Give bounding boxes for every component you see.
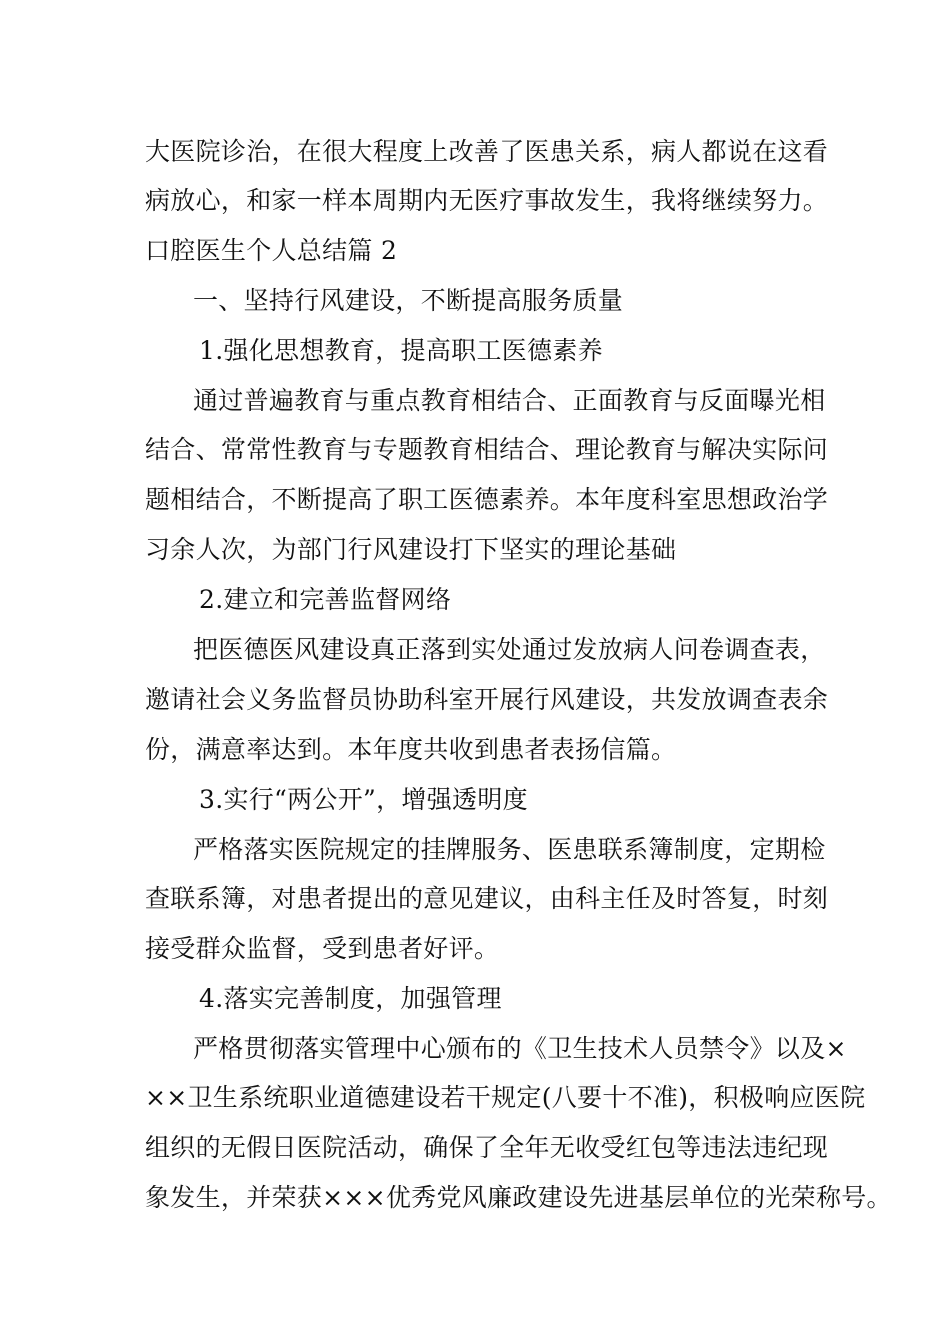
body-text-line: 结合、常常性教育与专题教育相结合、理论教育与解决实际问 bbox=[145, 435, 829, 464]
body-text-line: 题相结合，不断提高了职工医德素养。本年度科室思想政治学 bbox=[145, 485, 829, 514]
subsection-heading: 1.强化思想教育，提高职工医德素养 bbox=[199, 336, 603, 365]
subsection-heading: 4.落实完善制度，加强管理 bbox=[199, 984, 502, 1013]
body-text-line: 份，满意率达到。本年度共收到患者表扬信篇。 bbox=[145, 735, 677, 764]
body-text-line: ××卫生系统职业道德建设若干规定(八要十不准)，积极响应医院 bbox=[145, 1083, 866, 1112]
body-text-line: 习余人次，为部门行风建设打下坚实的理论基础 bbox=[145, 535, 677, 564]
body-text-line: 接受群众监督，受到患者好评。 bbox=[145, 934, 500, 963]
body-text-line: 组织的无假日医院活动，确保了全年无收受红包等违法违纪现 bbox=[145, 1133, 829, 1162]
body-text-line: 病放心，和家一样本周期内无医疗事故发生，我将继续努力。 bbox=[145, 186, 829, 215]
body-text-line: 严格落实医院规定的挂牌服务、医患联系簿制度，定期检 bbox=[193, 835, 826, 864]
body-text-line: 把医德医风建设真正落到实处通过发放病人问卷调查表， bbox=[193, 635, 826, 664]
section-heading: 一、坚持行风建设，不断提高服务质量 bbox=[193, 286, 624, 315]
body-text-line: 通过普遍教育与重点教育相结合、正面教育与反面曝光相 bbox=[193, 386, 826, 415]
body-text-line: 严格贯彻落实管理中心颁布的《卫生技术人员禁令》以及× bbox=[193, 1034, 847, 1063]
body-text-line: 大医院诊治，在很大程度上改善了医患关系，病人都说在这看 bbox=[145, 137, 829, 166]
subsection-heading: 2.建立和完善监督网络 bbox=[199, 585, 452, 614]
body-text-line: 查联系簿，对患者提出的意见建议，由科主任及时答复，时刻 bbox=[145, 884, 829, 913]
subsection-heading: 3.实行“两公开”，增强透明度 bbox=[199, 785, 528, 814]
section-title: 口腔医生个人总结篇 2 bbox=[145, 236, 398, 265]
body-text-line: 象发生，并荣获×××优秀党风廉政建设先进基层单位的光荣称号。 bbox=[145, 1183, 892, 1212]
body-text-line: 邀请社会义务监督员协助科室开展行风建设，共发放调查表余 bbox=[145, 685, 829, 714]
